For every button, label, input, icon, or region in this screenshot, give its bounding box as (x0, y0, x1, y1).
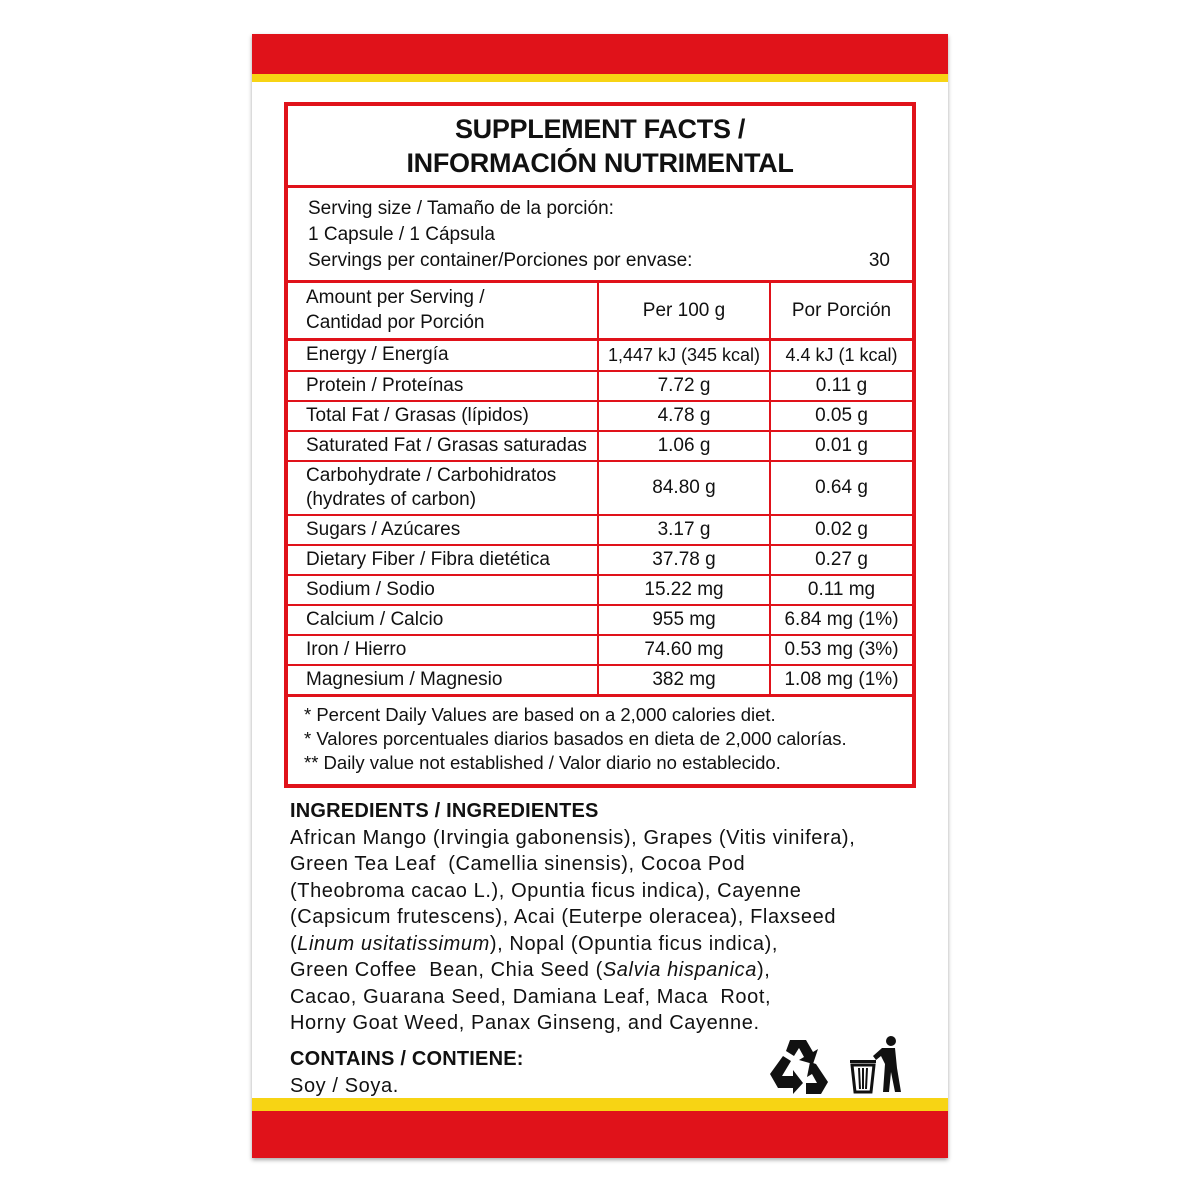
nutrient-per-serving: 0.53 mg (3%) (770, 635, 912, 665)
table-row (288, 545, 912, 575)
nutrient-per-100g: 15.22 mg (598, 575, 770, 605)
supplement-facts-panel (284, 102, 916, 788)
ingredients-italic-fragment: Salvia hispanica (602, 959, 757, 981)
note-line: * Percent Daily Values are based on a 2,000 calories diet. (304, 703, 776, 725)
nutrient-per-serving: 0.05 g (770, 401, 912, 431)
table-row (288, 665, 912, 695)
nutrient-per-serving: 4.4 kJ (1 kcal) (770, 339, 912, 371)
note-line: * Valores porcentuales diarios basados en dieta de 2,000 calorías. (304, 727, 847, 749)
nutrient-per-serving: 6.84 mg (1%) (770, 605, 912, 635)
nutrient-per-100g: 382 mg (598, 665, 770, 695)
nutrient-name: Calcium / Calcio (288, 605, 598, 635)
nutrient-per-serving: 0.02 g (770, 515, 912, 545)
table-row (288, 575, 912, 605)
table-row (288, 515, 912, 545)
header-amount-line1: Amount per Serving / (306, 287, 485, 309)
ingredients-fragment: Green Coffee Bean, Chia Seed ( (290, 959, 603, 981)
table-row (288, 605, 912, 635)
table-header-row (288, 283, 912, 339)
nutrient-per-100g: 1.06 g (598, 431, 770, 461)
nutrient-name: Sugars / Azúcares (288, 515, 598, 545)
contains-title: CONTAINS / CONTIENE: (290, 1048, 524, 1070)
ingredients-line: (Theobroma cacao L.), Opuntia ficus indica), Cayenne (290, 879, 802, 902)
product-box-back-panel (252, 34, 948, 1158)
bottom-red-band (252, 1111, 948, 1158)
nutrient-per-100g: 955 mg (598, 605, 770, 635)
nutrient-per-100g: 84.80 g (598, 461, 770, 515)
table-row (288, 461, 912, 515)
ingredients-line (290, 931, 910, 958)
table-row (288, 339, 912, 371)
nutrient-per-100g: 3.17 g (598, 515, 770, 545)
dispose-in-bin-icon (848, 1034, 908, 1096)
facts-title-line2: INFORMACIÓN NUTRIMENTAL (406, 147, 794, 178)
table-row (288, 431, 912, 461)
contains-section (290, 1046, 524, 1100)
nutrient-name: Energy / Energía (288, 339, 598, 371)
serving-size-label: Serving size / Tamaño de la porción: (308, 198, 614, 219)
nutrition-table (288, 283, 912, 697)
nutrient-per-serving: 0.11 mg (770, 575, 912, 605)
nutrient-name-line2: (hydrates of carbon) (306, 489, 477, 510)
nutrient-name: Sodium / Sodio (288, 575, 598, 605)
nutrient-per-serving: 0.11 g (770, 371, 912, 401)
nutrient-name: Total Fat / Grasas (lípidos) (288, 401, 598, 431)
ingredients-line (290, 957, 910, 984)
table-row (288, 401, 912, 431)
ingredients-italic-fragment: Linum usitatissimum (297, 932, 490, 955)
bottom-yellow-band (252, 1098, 948, 1111)
daily-value-notes (288, 697, 912, 775)
nutrient-name-line1: Carbohydrate / Carbohidratos (306, 465, 557, 486)
header-amount-line2: Cantidad por Porción (306, 312, 485, 334)
nutrient-per-100g: 1,447 kJ (345 kcal) (598, 339, 770, 371)
table-row (288, 371, 912, 401)
table-row (288, 635, 912, 665)
ingredients-line: (Capsicum frutescens), Acai (Euterpe oleracea), Flaxseed (290, 906, 837, 928)
ingredients-fragment: ), Nopal (Opuntia ficus indica), (489, 932, 779, 955)
ingredients-line: Green Tea Leaf (Camellia sinensis), Cocoa Pod (290, 853, 746, 875)
nutrient-per-serving: 0.27 g (770, 545, 912, 575)
nutrient-name: Saturated Fat / Grasas saturadas (288, 431, 598, 461)
facts-title (288, 106, 912, 188)
serving-info (288, 188, 912, 283)
note-line: ** Daily value not established / Valor diario no establecido. (304, 751, 781, 773)
nutrient-per-100g: 37.78 g (598, 545, 770, 575)
servings-per-container-label: Servings per container/Porciones por envase: (308, 250, 693, 271)
ingredients-line: Horny Goat Weed, Panax Ginseng, and Cayenne. (290, 1012, 760, 1034)
ingredients-fragment: ( (290, 932, 298, 955)
nutrient-name: Iron / Hierro (288, 635, 598, 665)
nutrient-name: Dietary Fiber / Fibra dietética (288, 545, 598, 575)
nutrient-name (288, 461, 598, 515)
nutrient-name: Protein / Proteínas (288, 371, 598, 401)
nutrient-per-100g: 74.60 mg (598, 635, 770, 665)
recycle-icon (766, 1036, 832, 1098)
ingredients-line: African Mango (Irvingia gabonensis), Grapes (Vitis vinifera), (290, 826, 856, 849)
header-per-serving: Por Porción (770, 283, 912, 339)
nutrient-per-100g: 4.78 g (598, 401, 770, 431)
nutrient-per-100g: 7.72 g (598, 371, 770, 401)
ingredients-line: Cacao, Guarana Seed, Damiana Leaf, Maca Root, (290, 985, 772, 1008)
serving-size-value: 1 Capsule / 1 Cápsula (308, 224, 495, 245)
ingredients-title: INGREDIENTS / INGREDIENTES (290, 800, 599, 822)
nutrient-per-serving: 0.01 g (770, 431, 912, 461)
nutrient-per-serving: 1.08 mg (1%) (770, 665, 912, 695)
nutrient-per-serving: 0.64 g (770, 461, 912, 515)
ingredients-list (290, 825, 910, 1037)
ingredients-fragment: ), (757, 959, 771, 981)
top-red-band (252, 34, 948, 74)
header-per-100g: Per 100 g (598, 283, 770, 339)
top-yellow-band (252, 74, 948, 82)
servings-per-container (308, 248, 890, 274)
contains-value: Soy / Soya. (290, 1075, 399, 1097)
facts-title-line1: SUPPLEMENT FACTS / (454, 113, 746, 144)
ingredients-section (290, 798, 910, 1037)
header-amount-per-serving (288, 283, 598, 339)
servings-per-container-value: 30 (868, 250, 890, 271)
nutrient-name: Magnesium / Magnesio (288, 665, 598, 695)
